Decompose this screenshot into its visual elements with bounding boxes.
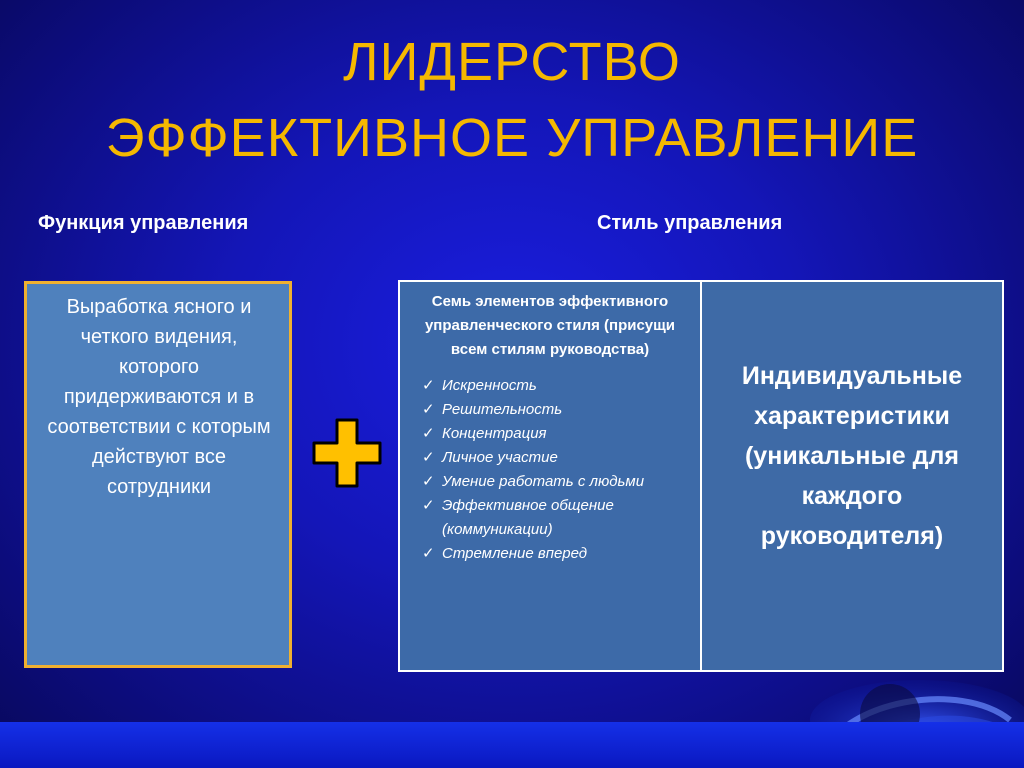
elements-heading: Семь элементов эффективного управленческого стиля (присущи всем стилям руководства)	[424, 293, 676, 358]
check-icon: ✓	[422, 497, 435, 514]
function-text: Выработка ясного и четкого видения, которого придерживаются и в соответствии с которым действуют все сотрудники	[47, 296, 271, 498]
plus-icon	[312, 418, 382, 488]
list-item: ✓ Умение работать с людьми	[422, 470, 690, 494]
bottom-bar	[0, 722, 1024, 768]
list-item: ✓ Стремление вперед	[422, 542, 690, 566]
function-box	[24, 281, 292, 668]
characteristics-cell	[702, 282, 1002, 670]
left-heading: Функция управления	[38, 212, 249, 234]
list-item: ✓ Концентрация	[422, 422, 690, 446]
list-item: ✓ Личное участие	[422, 446, 690, 470]
check-icon: ✓	[422, 425, 435, 442]
title-line-2: ЭФФЕКТИВНОЕ УПРАВЛЕНИЕ	[105, 108, 919, 168]
check-icon: ✓	[422, 545, 435, 562]
elements-cell	[400, 282, 702, 670]
check-icon: ✓	[422, 377, 435, 394]
check-icon: ✓	[422, 449, 435, 466]
right-heading: Стиль управления	[597, 212, 783, 234]
list-item: ✓ Эффективное общение (коммуникации)	[422, 494, 690, 542]
characteristics-text: Индивидуальные характеристики (уникальные для каждого руководителя)	[741, 362, 963, 550]
list-item: ✓ Искренность	[422, 374, 690, 398]
check-icon: ✓	[422, 473, 435, 490]
title-line-1: ЛИДЕРСТВО	[343, 32, 681, 92]
style-table	[398, 280, 1004, 672]
list-item: ✓ Решительность	[422, 398, 690, 422]
check-icon: ✓	[422, 401, 435, 418]
elements-list	[410, 374, 690, 566]
